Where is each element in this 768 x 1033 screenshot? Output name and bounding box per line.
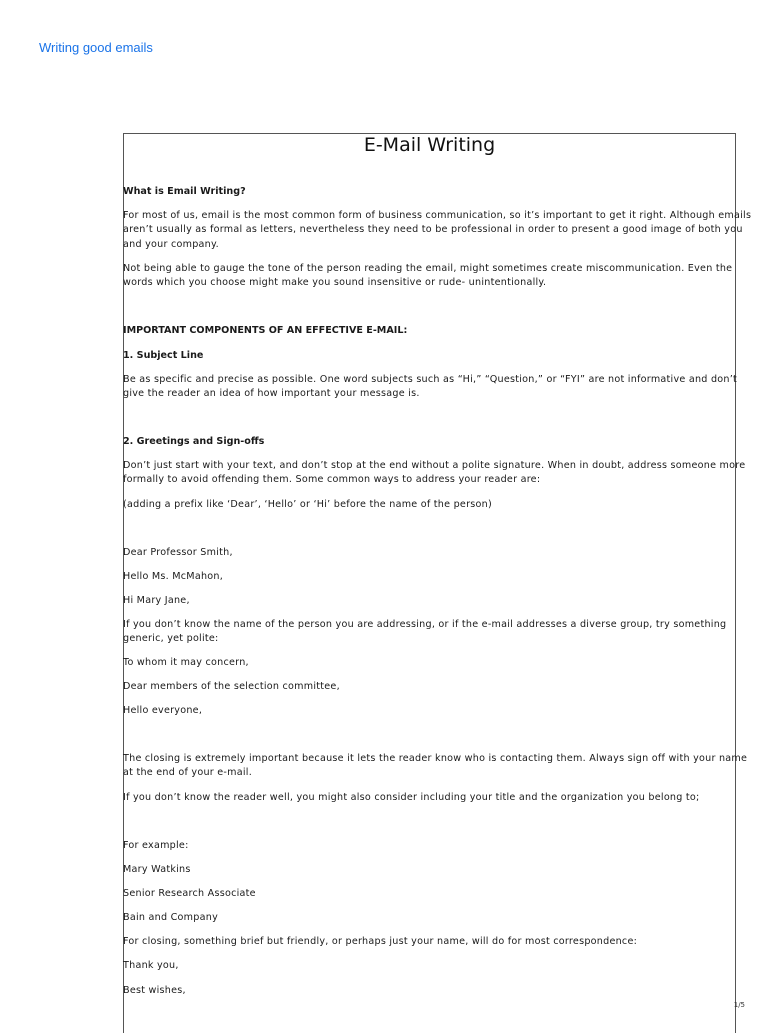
document-title-link[interactable]: Writing good emails [39,40,153,55]
text-line: and your company. [123,239,219,250]
text-line: formally to avoid offending them. Some common ways to address your reader are: [123,474,541,485]
text-line: generic, yet polite: [123,633,219,644]
text-line: If you don’t know the reader well, you might also consider including your title and the organization you belong to; [123,792,700,803]
section-heading: 2. Greetings and Sign-offs [123,436,265,447]
text-line: Be as specific and precise as possible. One word subjects such as “Hi,” “Question,” or “FYI” are not informative and don’t [123,374,738,385]
text-line: For closing, something brief but friendly, or perhaps just your name, will do for most correspondence: [123,936,638,947]
page-number: 1/5 [733,1001,745,1009]
text-line: To whom it may concern, [123,657,249,668]
text-line: Hi Mary Jane, [123,595,190,606]
text-line: words which you choose might make you sound insensitive or rude- unintentionally. [123,277,547,288]
page-title: E-Mail Writing [363,134,496,156]
text-line: at the end of your e-mail. [123,767,252,778]
text-line: Mary Watkins [123,864,191,875]
text-line: Thank you, [123,960,179,971]
text-line: Bain and Company [123,912,218,923]
text-line: (adding a prefix like ‘Dear’, ‘Hello’ or ‘Hi’ before the name of the person) [123,499,492,510]
text-line: Dear Professor Smith, [123,547,233,558]
text-line: Hello everyone, [123,705,203,716]
text-line: Senior Research Associate [123,888,256,899]
text-line: Not being able to gauge the tone of the person reading the email, might sometimes create miscommunication. Even the [123,263,733,274]
text-line: If you don’t know the name of the person you are addressing, or if the e-mail addresses a diverse group, try something [123,619,727,630]
text-line: aren’t usually as formal as letters, nevertheless they need to be professional in order to present a good image of both you [123,224,743,235]
text-line: Hello Ms. McMahon, [123,571,224,582]
text-line: The closing is extremely important because it lets the reader know who is contacting them. Always sign off with your name [123,753,748,764]
text-line: Best wishes, [123,985,186,996]
text-line: give the reader an idea of how important your message is. [123,388,420,399]
text-line: For most of us, email is the most common form of business communication, so it’s important to get it right. Although emails [123,210,752,221]
section-heading: What is Email Writing? [123,186,246,197]
text-line: Don’t just start with your text, and don’t stop at the end without a polite signature. When in doubt, address someone more [123,460,746,471]
section-heading: IMPORTANT COMPONENTS OF AN EFFECTIVE E-MAIL: [123,325,408,336]
text-line: For example: [123,840,189,851]
section-heading: 1. Subject Line [123,350,204,361]
text-line: Dear members of the selection committee, [123,681,340,692]
